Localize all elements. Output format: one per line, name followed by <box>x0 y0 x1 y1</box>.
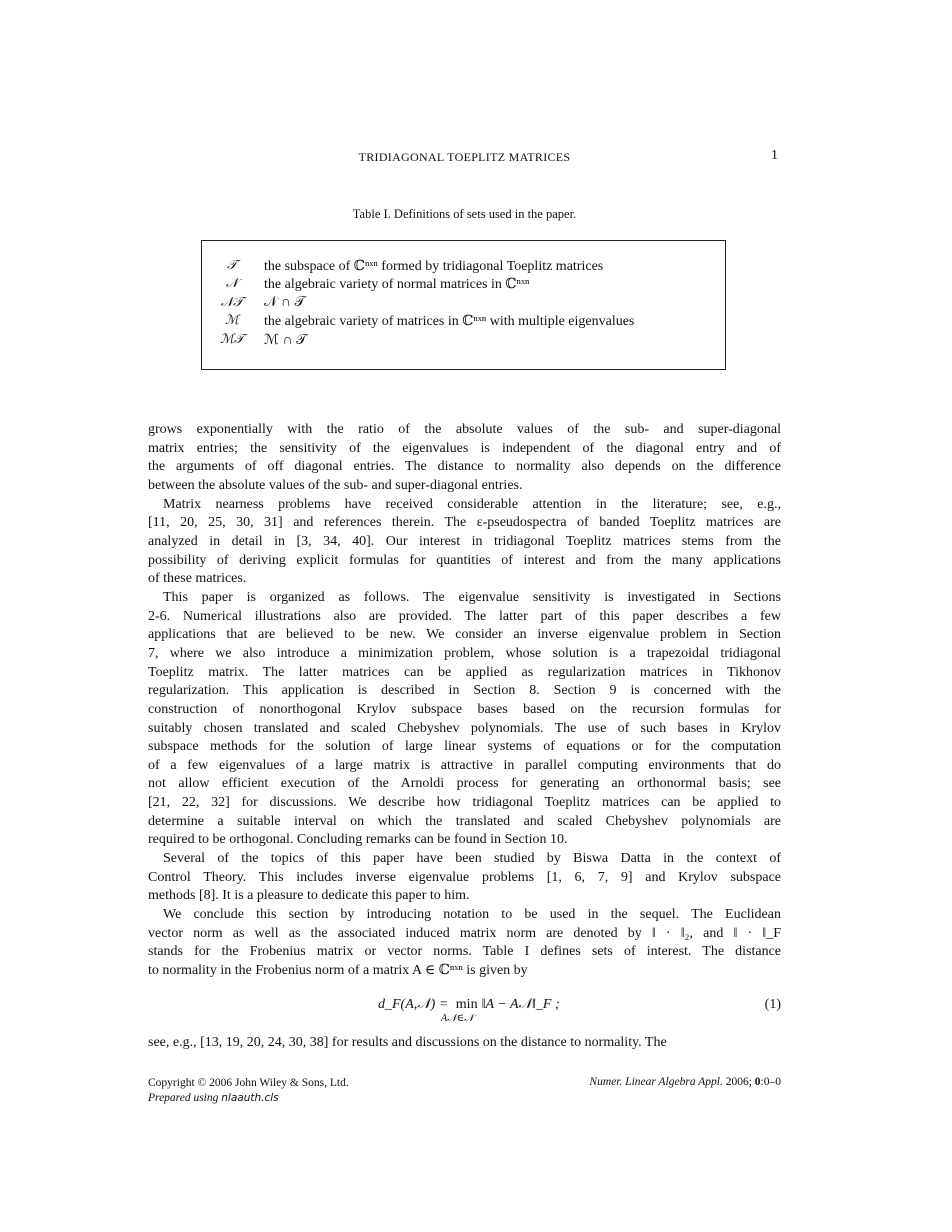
body-line: required to be orthogonal. Concluding remarks can be found in Section 10. <box>148 832 568 848</box>
definitions-table <box>201 240 726 370</box>
body-line: analyzed in detail in [3, 34, 40]. Our interest in tridiagonal Toeplitz matrices stems from the <box>148 533 781 549</box>
equation-number: (1) <box>764 997 781 1012</box>
footer-left <box>148 1076 349 1105</box>
body-line: see, e.g., [13, 19, 20, 24, 30, 38] for results and discussions on the distance to normality. The <box>148 1035 667 1050</box>
equation-min-subscript: A𝒩∈𝒩 <box>441 1013 474 1024</box>
body-line: [11, 20, 25, 30, 31] and references therein. The ε-pseudospectra of banded Toeplitz matrices are <box>148 515 781 531</box>
set-symbol: ℳ <box>225 313 239 329</box>
body-line: of these matrices. <box>148 571 247 587</box>
journal-volume: 0 <box>754 1076 761 1088</box>
set-symbol: 𝒩 <box>225 276 239 292</box>
journal-year: 2006; <box>725 1076 752 1088</box>
body-line: stands for the Frobenius matrix or vector norms. Table I defines sets of interest. The distance <box>148 944 781 960</box>
body-line: [21, 22, 32] for discussions. We describe how tridiagonal Toeplitz matrices can be applied to <box>148 795 781 811</box>
body-line: We conclude this section by introducing notation to be used in the sequel. The Euclidean <box>163 907 781 923</box>
copyright: Copyright © 2006 John Wiley & Sons, Ltd. <box>148 1077 349 1089</box>
table-row <box>202 313 722 331</box>
body-line: Several of the topics of this paper have been studied by Biswa Datta in the context of <box>163 851 781 867</box>
set-definition: the algebraic variety of normal matrices in ℂⁿˣⁿ <box>264 277 530 293</box>
body-line: the arguments of off diagonal entries. The distance to normality also depends on the difference <box>148 459 781 475</box>
body-line: regularization. This application is described in Section 8. Section 9 is concerned with the <box>148 683 781 699</box>
set-definition: 𝒩 ∩ 𝒯 <box>264 294 306 310</box>
set-symbol: 𝒯 <box>227 258 237 273</box>
journal-pages: :0–0 <box>760 1076 781 1088</box>
paragraph <box>148 906 781 981</box>
class-file: nlaauth.cls <box>221 1091 279 1104</box>
body-line: not allow efficient execution of the Arnoldi process for generating an orthonormal basis; see <box>148 776 781 792</box>
paragraph <box>148 496 781 589</box>
set-definition: the algebraic variety of matrices in ℂⁿˣⁿ with multiple eigenvalues <box>264 314 635 330</box>
body-line: matrix entries; the sensitivity of the eigenvalues is independent of the diagonal entry and of <box>148 440 781 456</box>
running-head: TRIDIAGONAL TOEPLITZ MATRICES <box>358 150 571 164</box>
paragraph <box>148 589 781 850</box>
body-line: 7, where we also introduce a minimization problem, whose solution is a trapezoidal tridiagonal <box>148 645 781 661</box>
body-line: vector norm as well as the associated induced matrix norm are denoted by ‖ · ‖₂, and ‖ · ‖_F <box>148 925 781 941</box>
body-line: grows exponentially with the ratio of the absolute values of the sub- and super-diagonal <box>148 422 781 437</box>
body-line: between the absolute values of the sub- and super-diagonal entries. <box>148 477 523 493</box>
set-definition: the subspace of ℂⁿˣⁿ formed by tridiagonal Toeplitz matrices <box>264 259 604 274</box>
body-line: suitably chosen translated and scaled Chebyshev polynomials. The use of such bases in Krylov <box>148 720 781 736</box>
page-number: 1 <box>771 148 778 163</box>
equation-body <box>378 997 560 1013</box>
set-definition: ℳ ∩ 𝒯 <box>264 332 307 348</box>
paragraph <box>148 421 781 496</box>
paragraph <box>148 850 781 906</box>
body-line: Matrix nearness problems have received considerable attention in the literature; see, e.g., <box>163 496 781 512</box>
table-row <box>202 295 722 313</box>
set-symbol: ℳ𝒯 <box>220 331 244 347</box>
body-line: applications that are believed to be new. We consider an inverse eigenvalue problem in Section <box>148 627 781 643</box>
equation-operator: min <box>455 997 478 1012</box>
body-text <box>148 421 781 981</box>
body-line: This paper is organized as follows. The eigenvalue sensitivity is investigated in Sections <box>163 589 781 605</box>
equation-1 <box>148 995 781 1025</box>
set-symbol: 𝒩𝒯 <box>220 294 244 310</box>
body-line: possibility of deriving explicit formulas for quantities of interest and from the many applications <box>148 552 781 568</box>
body-line: construction of nonorthogonal Krylov subspace bases based on the recursion formulas for <box>148 701 781 717</box>
body-line: of a few eigenvalues of a large matrix is attractive in parallel computing environments that do <box>148 757 781 773</box>
equation-rhs: ‖A − A𝒩‖_F ; <box>481 997 560 1012</box>
table-caption: Table I. Definitions of sets used in the paper. <box>352 207 577 221</box>
table-row <box>202 276 722 294</box>
equation-lhs: d_F(A,𝒩) = <box>378 997 452 1012</box>
body-line: to normality in the Frobenius norm of a matrix A ∈ ℂⁿˣⁿ is given by <box>148 963 528 979</box>
body-line: determine a suitable interval on which the translated and scaled Chebyshev polynomials are <box>148 813 781 829</box>
table-row <box>202 332 722 350</box>
journal-name: Numer. Linear Algebra Appl. <box>589 1076 723 1088</box>
body-line: methods [8]. It is a pleasure to dedicate this paper to him. <box>148 888 470 904</box>
body-line: subspace methods for the solution of large linear systems of equations or for the computation <box>148 739 781 755</box>
journal-citation <box>540 1076 781 1088</box>
body-line: 2-6. Numerical illustrations also are provided. The latter part of this paper describes a few <box>148 608 781 624</box>
body-line: Toeplitz matrix. The latter matrices can be applied as regularization matrices in Tikhonov <box>148 664 781 680</box>
prepared-using: Prepared using <box>148 1091 219 1104</box>
body-line: Control Theory. This includes inverse eigenvalue problems [1, 6, 7, 9] and Krylov subspace <box>148 869 781 885</box>
table-row <box>202 258 722 276</box>
